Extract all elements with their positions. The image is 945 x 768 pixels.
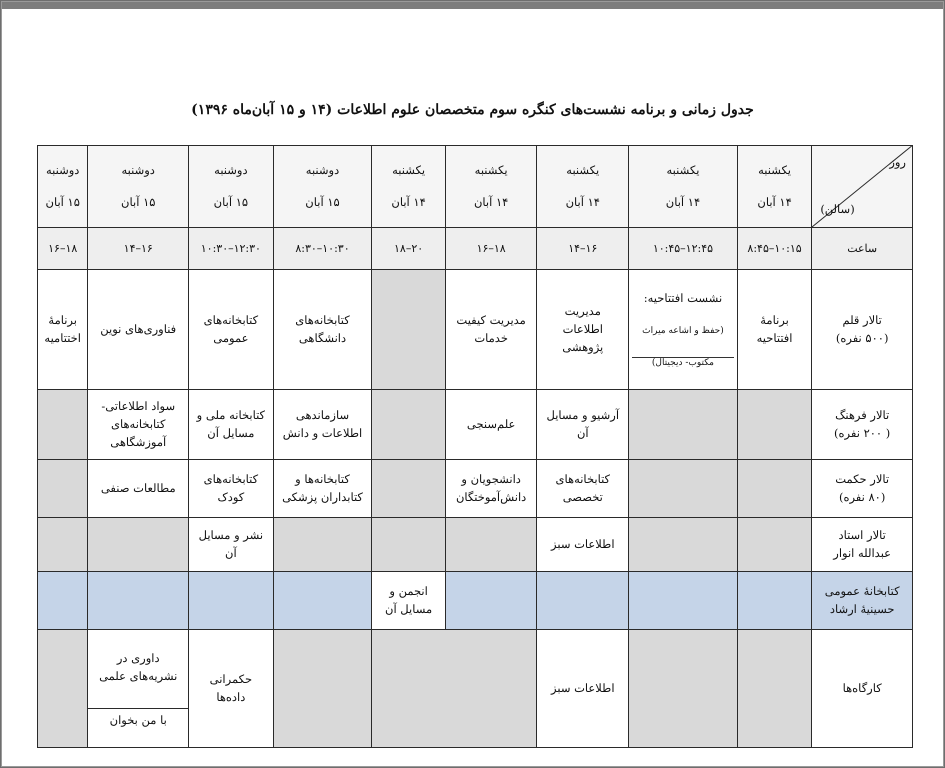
corner-day-label: روز	[889, 155, 906, 169]
session-cell: مدیریت کیفیت خدمات	[445, 270, 537, 390]
time-slot: ۱۶–۱۸	[38, 228, 88, 270]
empty-cell	[372, 630, 537, 748]
session-cell: کتابخانه ملی و مسایل آن	[189, 390, 274, 460]
session-cell: آرشیو و مسایل آن	[537, 390, 629, 460]
empty-cell	[737, 460, 812, 518]
time-slot: ۱۴–۱۶	[537, 228, 629, 270]
session-cell: علم‌سنجی	[445, 390, 537, 460]
date-label: ۱۵ آبان	[45, 194, 80, 209]
time-slot: ۱۸–۲۰	[372, 228, 446, 270]
opening-session-subtitle: (حفظ و اشاعه میراث	[642, 326, 724, 337]
session-cell: کتابخانه‌های تخصصی	[537, 460, 629, 518]
session-cell: مطالعات صنفی	[88, 460, 189, 518]
page-title: جدول زمانی و برنامه نشست‌های کنگره سوم متخصصان علوم اطلاعات (۱۴ و ۱۵ آبان‌ماه ۱۳۹۶)	[191, 102, 754, 118]
empty-cell	[38, 518, 88, 572]
workshop-read-with-me: با من بخوان	[88, 708, 188, 730]
venue-label: تالار حکمت (۸۰ نفره)	[812, 460, 913, 518]
empty-cell	[629, 460, 738, 518]
venue-row-ershad	[38, 572, 913, 630]
empty-cell	[445, 518, 537, 572]
empty-cell	[445, 572, 537, 630]
time-slot: ۱۶–۱۸	[445, 228, 537, 270]
empty-cell	[88, 518, 189, 572]
venue-label: تالار فرهنگ ( ۲۰۰ نفره)	[812, 390, 913, 460]
session-cell: سازماندهی اطلاعات و دانش	[273, 390, 372, 460]
session-cell: اطلاعات سبز	[537, 518, 629, 572]
session-cell: کتابخانه‌ها و کتابداران پزشکی	[273, 460, 372, 518]
empty-cell	[38, 390, 88, 460]
date-label: ۱۵ آبان	[121, 194, 156, 209]
day-label: دوشنبه	[214, 162, 248, 177]
empty-cell	[629, 390, 738, 460]
schedule-table	[37, 145, 913, 748]
empty-cell	[189, 572, 274, 630]
column-header	[189, 146, 274, 228]
opening-session-subtitle-2: مکتوب- دیجیتال)	[632, 357, 734, 370]
session-cell: برنامهٔ افتتاحیه	[737, 270, 812, 390]
session-cell: برنامهٔ اختتامیه	[38, 270, 88, 390]
column-header	[629, 146, 738, 228]
empty-cell	[273, 518, 372, 572]
venue-row-hekmat	[38, 460, 913, 518]
column-header	[445, 146, 537, 228]
empty-cell	[737, 390, 812, 460]
venue-label: تالار قلم (۵۰۰ نفره)	[812, 270, 913, 390]
empty-cell	[372, 518, 446, 572]
empty-cell	[537, 572, 629, 630]
column-header	[372, 146, 446, 228]
column-header	[38, 146, 88, 228]
column-header	[273, 146, 372, 228]
day-label: دوشنبه	[305, 162, 340, 177]
date-label: ۱۵ آبان	[213, 194, 249, 209]
date-label: ۱۴ آبان	[665, 194, 701, 209]
empty-cell	[629, 630, 738, 748]
session-cell: مدیریت اطلاعات پژوهشی	[537, 270, 629, 390]
empty-cell	[273, 572, 372, 630]
session-cell: انجمن و مسایل آن	[372, 572, 446, 630]
date-label: ۱۴ آبان	[391, 194, 426, 209]
session-cell: کتابخانه‌های دانشگاهی	[273, 270, 372, 390]
empty-cell	[38, 460, 88, 518]
column-header	[737, 146, 812, 228]
session-cell: دانشجویان و دانش‌آموختگان	[445, 460, 537, 518]
column-header	[88, 146, 189, 228]
column-header	[537, 146, 629, 228]
empty-cell	[372, 460, 446, 518]
session-cell: اطلاعات سبز	[537, 630, 629, 748]
day-label: یکشنبه	[392, 162, 426, 177]
empty-cell	[737, 518, 812, 572]
time-slot: ۸:۴۵–۱۰:۱۵	[737, 228, 812, 270]
date-label: ۱۴ آبان	[757, 194, 792, 209]
venue-row-workshops	[38, 630, 913, 748]
session-cell	[88, 630, 189, 748]
header-row-times	[38, 228, 913, 270]
header-row-days	[38, 146, 913, 228]
empty-cell	[38, 630, 88, 748]
time-slot: ۱۰:۴۵–۱۲:۴۵	[629, 228, 738, 270]
corner-hall-label: (سالن)	[820, 202, 855, 217]
day-label: یکشنبه	[758, 162, 792, 177]
day-label: یکشنبه	[566, 162, 600, 177]
empty-cell	[372, 390, 446, 460]
empty-cell	[372, 270, 446, 390]
venue-label: کتابخانهٔ عمومی حسینیهٔ ارشاد	[812, 572, 913, 630]
session-cell: حکمرانی داده‌ها	[189, 630, 274, 748]
day-label: دوشنبه	[45, 162, 80, 177]
time-slot: ۸:۳۰–۱۰:۳۰	[273, 228, 372, 270]
session-cell: فناوری‌های نوین	[88, 270, 189, 390]
venue-label: تالار استاد عبدالله انوار	[812, 518, 913, 572]
empty-cell	[38, 572, 88, 630]
session-cell: کتابخانه‌های کودک	[189, 460, 274, 518]
day-label: یکشنبه	[666, 162, 700, 177]
session-cell: کتابخانه‌های عمومی	[189, 270, 274, 390]
session-cell	[629, 270, 738, 390]
date-label: ۱۴ آبان	[473, 194, 509, 209]
time-slot: ۱۴–۱۶	[88, 228, 189, 270]
empty-cell	[629, 572, 738, 630]
empty-cell	[629, 518, 738, 572]
venue-row-anvar	[38, 518, 913, 572]
venue-label: کارگاه‌ها	[812, 630, 913, 748]
day-label: یکشنبه	[474, 162, 508, 177]
session-cell: نشر و مسایل آن	[189, 518, 274, 572]
empty-cell	[737, 572, 812, 630]
date-label: ۱۵ آبان	[305, 194, 340, 209]
empty-cell	[88, 572, 189, 630]
time-row-label: ساعت	[812, 228, 913, 270]
empty-cell	[273, 630, 372, 748]
venue-row-farhang	[38, 390, 913, 460]
day-label: دوشنبه	[121, 162, 155, 177]
time-slot: ۱۰:۳۰–۱۲:۳۰	[189, 228, 274, 270]
workshop-review: داوری در نشریه‌های علمی	[99, 651, 178, 683]
corner-cell	[812, 146, 913, 228]
empty-cell	[737, 630, 812, 748]
opening-session-title: نشست افتتاحیه:	[643, 290, 723, 305]
date-label: ۱۴ آبان	[565, 194, 600, 209]
session-cell: سواد اطلاعاتی- کتابخانه‌های آموزشگاهی	[88, 390, 189, 460]
venue-row-qalam	[38, 270, 913, 390]
